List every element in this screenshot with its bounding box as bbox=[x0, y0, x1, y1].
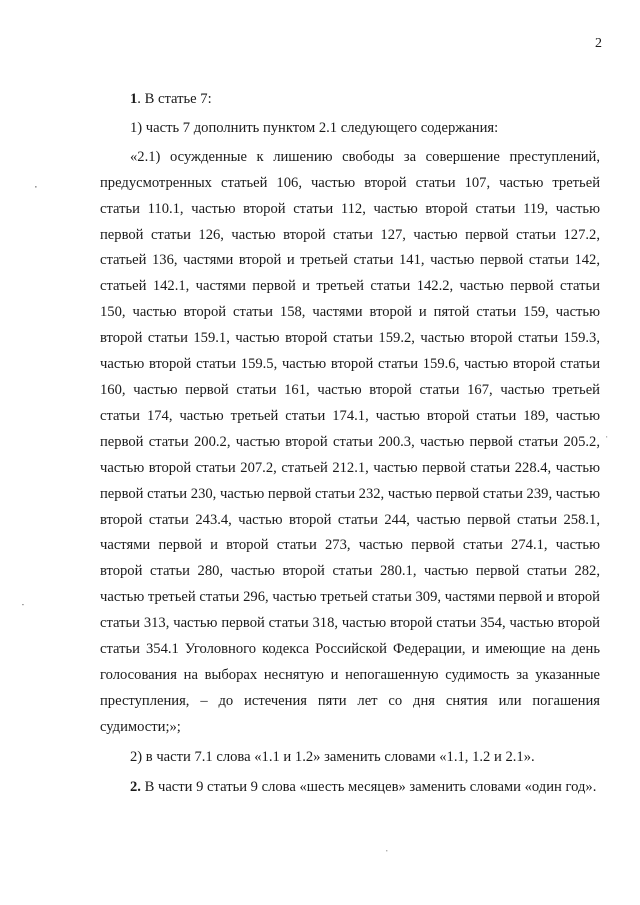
amendment-quote: «2.1) осужденные к лишению свободы за совершение преступлений, предусмотренных статьей 106, частью второй статьи 107, частью третьей статьи 110.1, частью второй статьи 112, частью второй статьи 119, частью первой статьи 126, частью второй статьи 127, частью первой статьи 127.2, статьей 136, частями второй и третьей статьи 141, частью первой статьи 142, статьей 142.1, частями первой и третьей статьи 142.2, частью первой статьи 150, частью второй статьи 158, частями второй и пятой статьи 159, частью второй статьи 159.1, частью второй статьи 159.2, частью второй статьи 159.3, частью второй статьи 159.5, частью второй статьи 159.6, частью второй статьи 160, частью первой статьи 161, частью второй статьи 167, частью третьей статьи 174, частью третьей статьи 174.1, частью второй статьи 189, частью первой статьи 200.2, частью второй статьи 200.3, частью первой статьи 205.2, частью второй статьи 207.2, статьей 212.1, частью первой статьи 228.4, частью первой статьи 230, частью первой статьи 232, частью первой статьи 239, частью второй статьи 243.4, частью второй статьи 244, частью первой статьи 258.1, частями первой и второй статьи 273, частью первой статьи 274.1, частью второй статьи 280, частью второй статьи 280.1, частью первой статьи 282, частью третьей статьи 296, частью третьей статьи 309, частями первой и второй статьи 313, частью первой статьи 318, частью второй статьи 354, частью второй статьи 354.1 Уголовного кодекса Российской Федерации, и имеющие на день голосования на выборах неснятую и непогашенную судимость за указанные преступления, – до истечения пяти лет со дня снятия или погашения судимости;»; bbox=[100, 148, 600, 735]
speck bbox=[22, 604, 24, 605]
item-2 bbox=[100, 775, 600, 801]
item-1-number: 1 bbox=[130, 91, 138, 107]
subitem-2: 2) в части 7.1 слова «1.1 и 1.2» заменить словами «1.1, 1.2 и 2.1». bbox=[130, 748, 535, 765]
document-body bbox=[100, 87, 600, 800]
speck bbox=[35, 186, 37, 188]
item-1-heading bbox=[100, 87, 600, 113]
item-2-number: 2. bbox=[130, 778, 141, 795]
item-2-text: В части 9 статьи 9 слова «шесть месяцев» заменить словами «один год». bbox=[140, 778, 597, 795]
speck bbox=[606, 436, 607, 438]
item-1-text: . В статье 7: bbox=[137, 91, 212, 107]
speck bbox=[386, 850, 387, 851]
subitem-1: 1) часть 7 дополнить пунктом 2.1 следующего содержания: bbox=[130, 119, 499, 136]
page-number: 2 bbox=[595, 36, 602, 51]
